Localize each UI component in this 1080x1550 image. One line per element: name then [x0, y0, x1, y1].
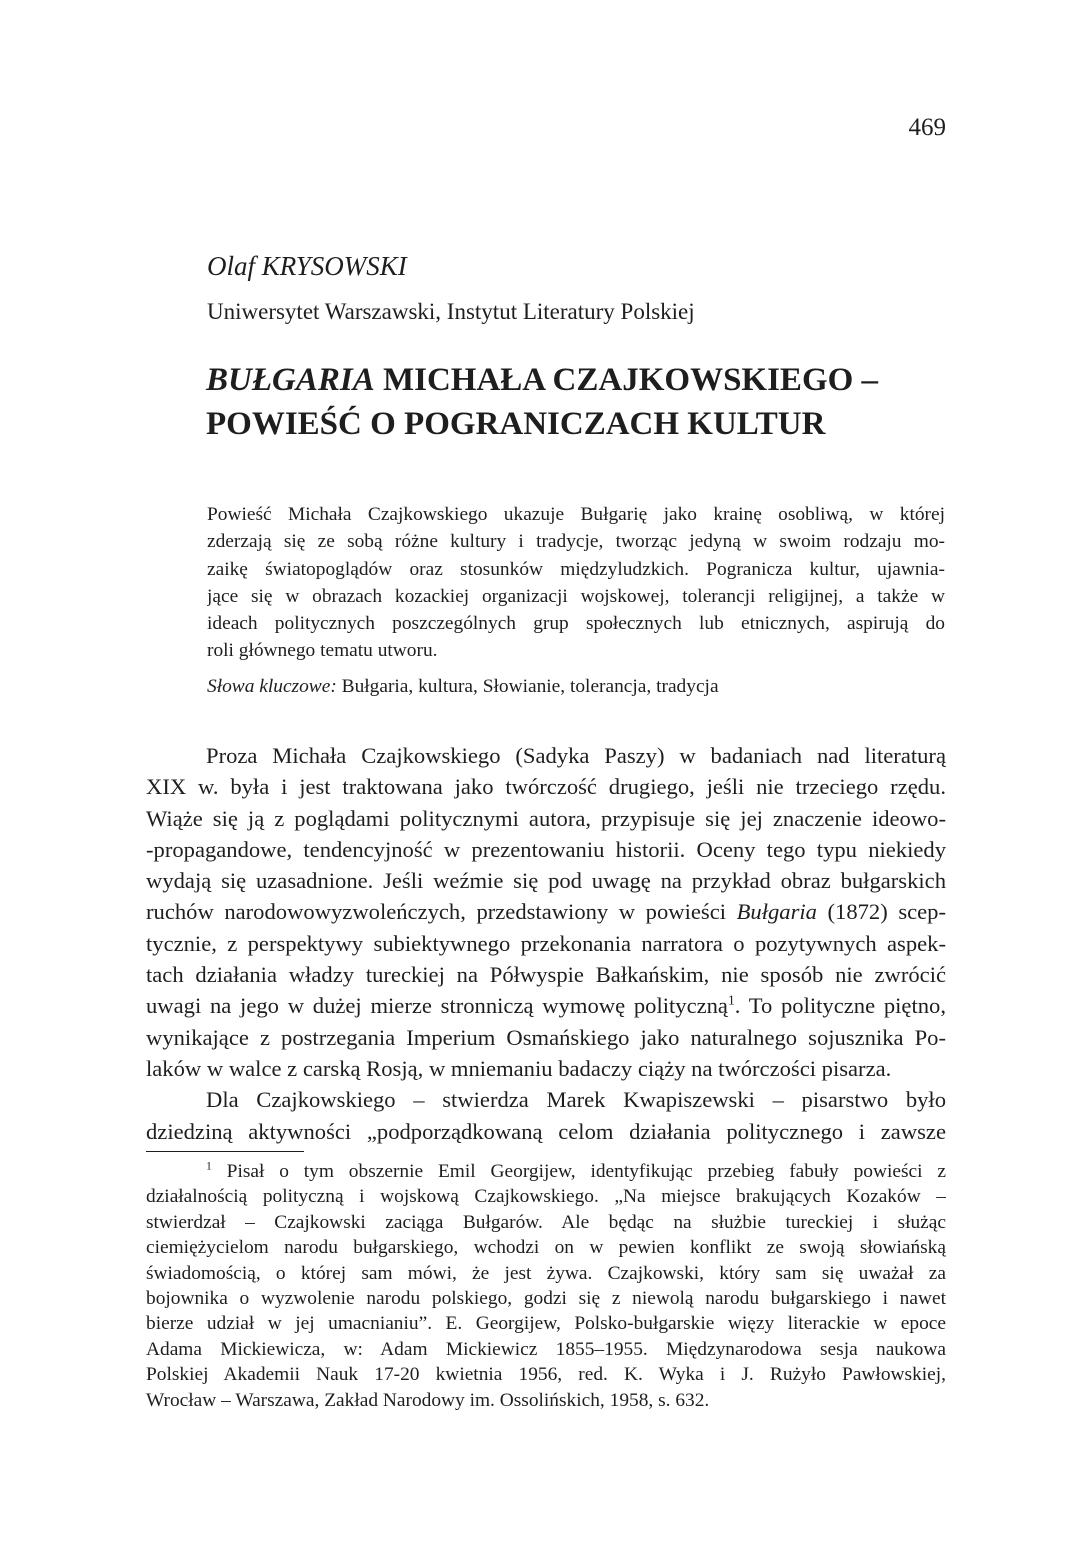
author-affiliation: Uniwersytet Warszawski, Instytut Literatury Polskiej [207, 299, 695, 324]
article-title [206, 358, 966, 446]
body-line: tycznie, z perspektywy subiektywnego przekonania narratora o pozytywnych aspek- [146, 930, 946, 956]
title-line-1 [206, 358, 966, 402]
footnote-line: stwierdzał – Czajkowski zaciąga Bułgarów. Ale będąc na służbie tureckiej i służąc [146, 1211, 946, 1233]
abstract-line: Powieść Michała Czajkowskiego ukazuje Bułgarię jako krainę osobliwą, w której [207, 504, 945, 525]
body-line: XIX w. była i jest traktowana jako twórczość drugiego, jeśli nie trzeciego rzędu. [146, 774, 946, 800]
abstract-line: jące się w obrazach kozackiej organizacji wojskowej, tolerancji religijnej, a także w [207, 585, 945, 607]
abstract-line: ideach politycznych poszczególnych grup społecznych lub etnicznych, aspirują do [207, 613, 945, 635]
body-line: Wiąże się ją z poglądami politycznymi autora, przypisuje się jej znaczenie ideowo- [146, 805, 946, 831]
footnote-reference[interactable]: 1 [727, 992, 735, 1008]
body-line: wydają się uzasadnione. Jeśli weźmie się pod uwagę na przykład obraz bułgarskich [146, 868, 946, 894]
footnote-line: ciemiężycielom narodu bułgarskiego, wchodzi on w pewien konflikt ze swoją słowiańską [146, 1237, 946, 1259]
body-line [146, 990, 946, 1021]
footnote-line: Polskiej Akademii Nauk 17-20 kwietnia 1956, red. K. Wyka i J. Rużyło Pawłowskiej, [146, 1364, 946, 1386]
body-line-segment: . To polityczne piętno, [734, 993, 946, 1019]
abstract [207, 501, 945, 665]
footnote-divider [146, 1151, 304, 1152]
body-line: laków w walce z carską Rosją, w mniemaniu badaczy ciąży na twórczości pisarza. [146, 1055, 892, 1081]
keywords-label: Słowa kluczowe: [207, 676, 337, 697]
work-title: Bułgaria [736, 899, 817, 925]
body-line: Dla Czajkowskiego – stwierdza Marek Kwapiszewski – pisarstwo było [206, 1087, 946, 1113]
body-line-segment: uwagi na jego w dużej mierze stronniczą wymowę polityczną [146, 993, 728, 1019]
body-line-segment: ruchów narodowowyzwoleńczych, przedstawiony w powieści [146, 899, 737, 925]
abstract-line: zaikę światopoglądów oraz stosunków międzyludzkich. Pogranicza kultur, ujawnia- [207, 558, 945, 580]
body-text [146, 740, 946, 1147]
body-line: wynikające z postrzegania Imperium Osmańskiego jako naturalnego sojusznika Po- [146, 1024, 946, 1050]
body-line: -propagandowe, tendencyjność w prezentowaniu historii. Oceny tego typu niekiedy [146, 836, 946, 862]
abstract-line: roli głównego tematu utworu. [207, 640, 438, 662]
footnote-line-text: Pisał o tym obszernie Emil Georgijew, identyfikując przebieg fabuły powieści z [211, 1161, 946, 1182]
author-name: Olaf KRYSOWSKI [207, 251, 407, 281]
abstract-line: zderzają się ze sobą różne kultury i tradycje, tworząc jedyną w swoim rodzaju mo- [207, 531, 945, 553]
footnote-marker: 1 [206, 1159, 212, 1173]
keywords-list: Bułgaria, kultura, Słowianie, tolerancja, tradycja [336, 676, 719, 697]
title-line-2: POWIEŚĆ O POGRANICZACH KULTUR [206, 406, 826, 442]
footnote-line: działalnością polityczną i wojskową Czajkowskiego. „Na miejsce brakujących Kozaków – [146, 1186, 946, 1208]
body-line-segment: (1872) scep- [816, 899, 946, 925]
body-line: tach działania władzy tureckiej na Półwyspie Bałkańskim, nie sposób nie zwrócić [146, 962, 946, 988]
footnote-line: bojownika o wyzwolenie narodu polskiego, godzi się z niewolą narodu bułgarskiego i nawet [146, 1288, 946, 1310]
title-italic-word: BUŁGARIA [206, 362, 375, 398]
footnote-line: świadomością, o której sam mówi, że jest żywa. Czajkowski, który sam się uważał za [146, 1262, 946, 1284]
keywords [207, 673, 945, 701]
body-line [146, 896, 946, 927]
body-line: Proza Michała Czajkowskiego (Sadyka Paszy) w badaniach nad literaturą [206, 743, 946, 768]
footnote-line: Wrocław – Warszawa, Zakład Narodowy im. Ossolińskich, 1958, s. 632. [146, 1389, 710, 1411]
footnote-line [146, 1159, 946, 1184]
body-line: dziedziną aktywności „podporządkowaną celom działania politycznego i zawsze [146, 1118, 946, 1144]
page-number: 469 [908, 114, 946, 141]
footnote [146, 1159, 946, 1413]
footnote-line: bierze udział w jej umacnianiu”. E. Georgijew, Polsko-bułgarskie więzy literackie w epoce [146, 1313, 946, 1335]
footnote-line: Adama Mickiewicza, w: Adam Mickiewicz 1855–1955. Międzynarodowa sesja naukowa [146, 1338, 946, 1360]
title-line-1-rest: MICHAŁA CZAJKOWSKIEGO – [374, 362, 879, 398]
